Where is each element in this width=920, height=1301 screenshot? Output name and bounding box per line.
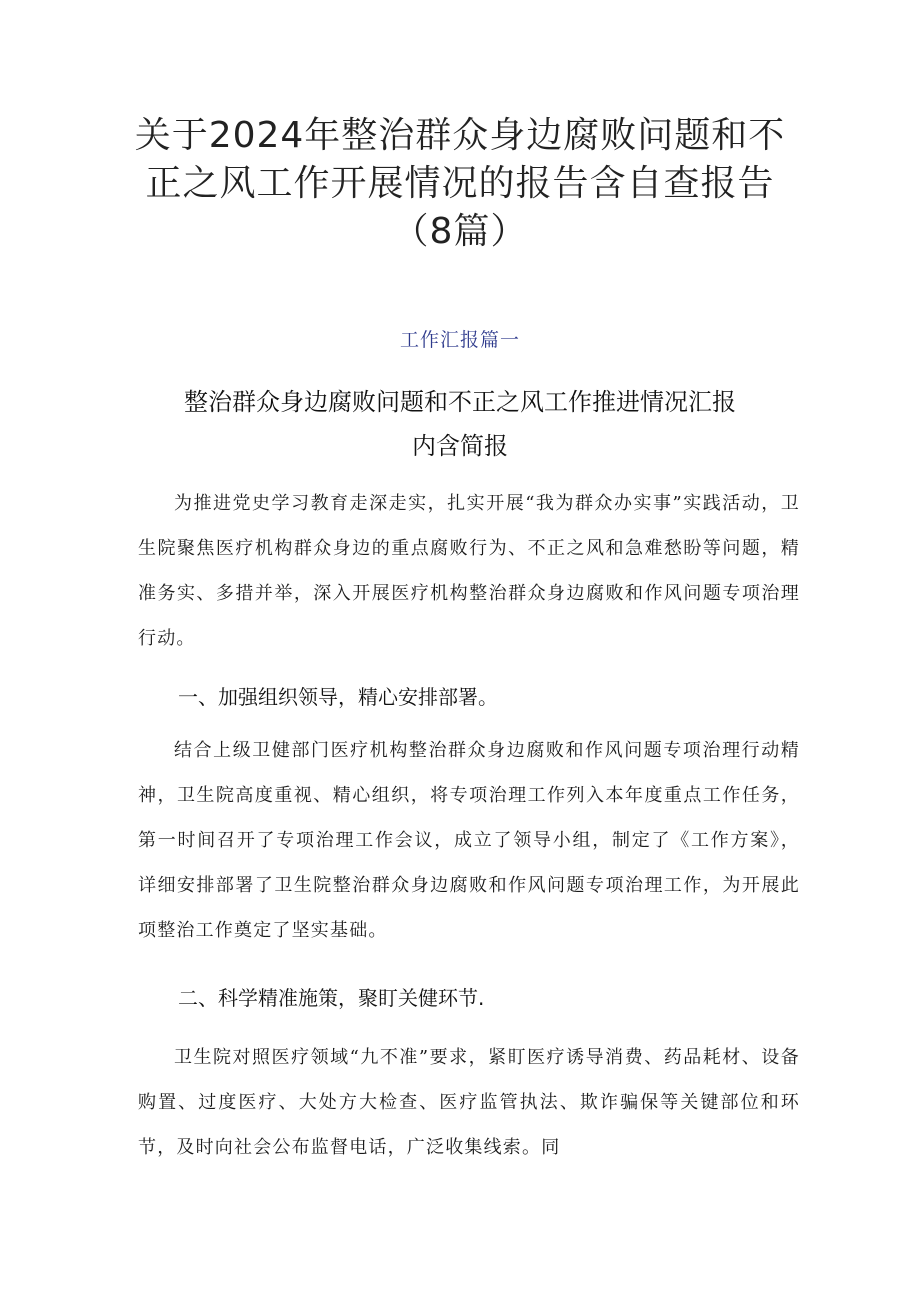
body-paragraph-2: 卫生院对照医疗领域“九不准”要求，紧盯医疗诱导消费、药品耗材、设备购置、过度医疗、大处方大检查、医疗监管执法、欺诈骗保等关键部位和环节，及时向社会公布监督电话，广泛收集线索。同 [138,1047,800,1158]
report-title: 整治群众身边腐败问题和不正之风工作推进情况汇报内含简报 [184,388,736,460]
section-heading-1: 一、加强组织领导，精心安排部署。 [178,685,498,709]
section-label: 工作汇报篇一 [399,329,520,351]
body-paragraph-1: 结合上级卫健部门医疗机构整治群众身边腐败和作风问题专项治理行动精神，卫生院高度重视、精心组织，将专项治理工作列入本年度重点工作任务，第一时间召开了专项治理工作会议，成立了领导小组，制定了《工作方案》，详细安排部署了卫生院整治群众身边腐败和作风问题专项治理工作，为开展此项整治工作奠定了坚实基础。 [138,740,800,941]
document-title: 关于2024年整治群众身边腐败问题和不正之风工作开展情况的报告含自查报告（8篇） [134,115,786,252]
intro-paragraph: 为推进党史学习教育走深走实，扎实开展“我为群众办实事”实践活动，卫生院聚焦医疗机构群众身边的重点腐败行为、不正之风和急难愁盼等问题，精准务实、多措并举，深入开展医疗机构整治群众身边腐败和作风问题专项治理行动。 [138,493,800,649]
section-heading-2: 二、科学精准施策，聚盯关健环节. [178,986,485,1010]
